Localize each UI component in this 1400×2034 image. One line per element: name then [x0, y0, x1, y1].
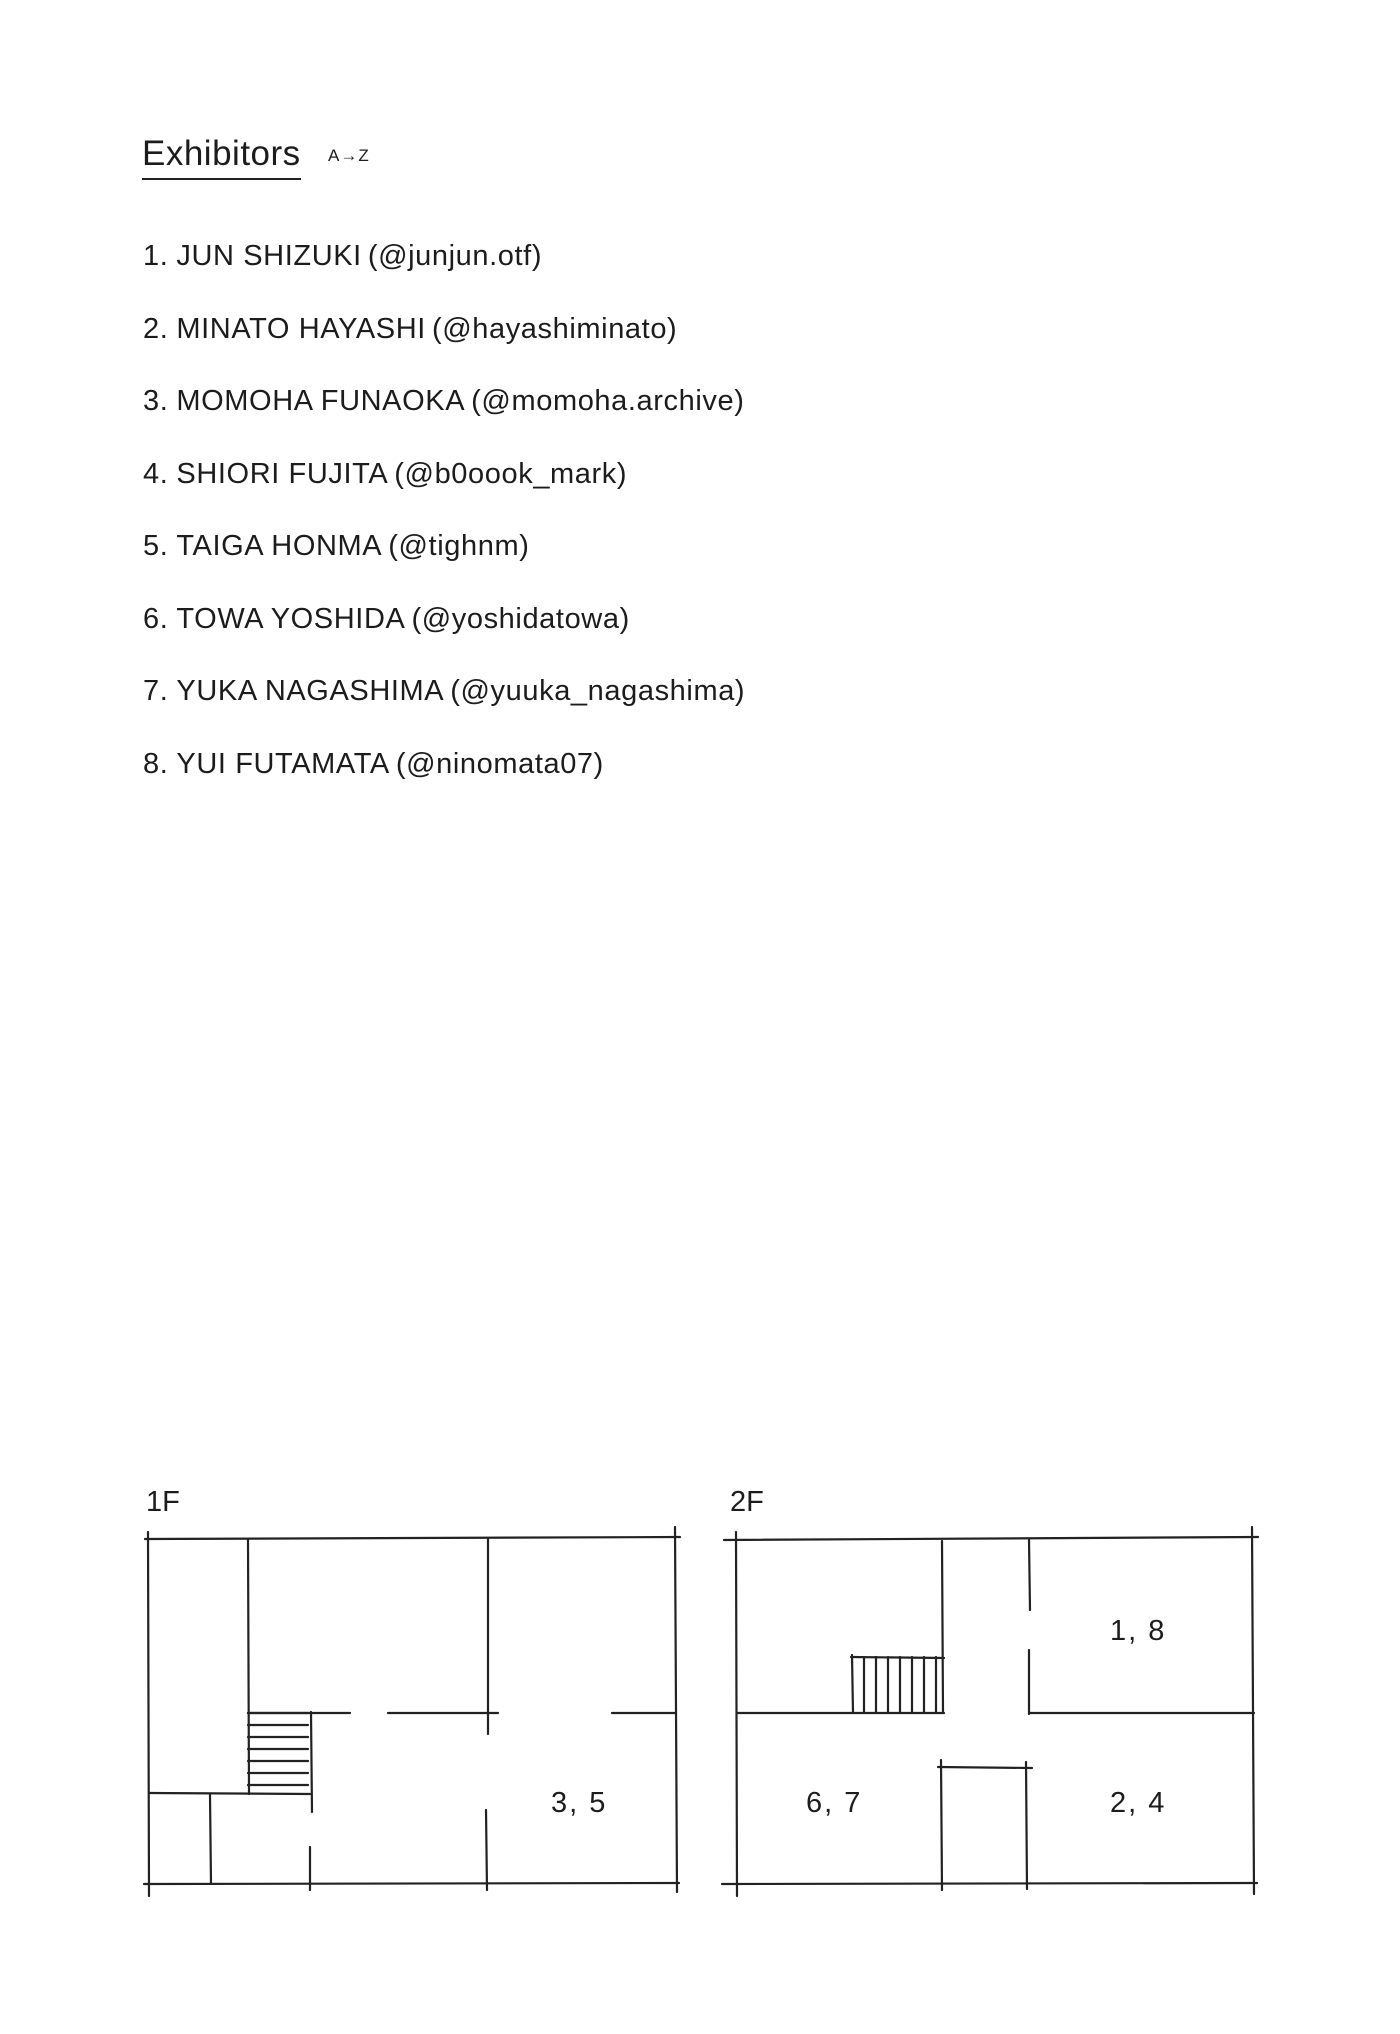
item-number: 4. — [143, 457, 169, 490]
item-number: 3. — [143, 385, 169, 417]
exhibitor-handle: (@tighnm) — [388, 530, 530, 562]
floor-2-label: 2F — [730, 1486, 764, 1518]
item-number: 1. — [143, 240, 169, 272]
exhibitor-name: YUKA NAGASHIMA — [176, 675, 445, 707]
exhibitor-name: MOMOHA FUNAOKA — [176, 385, 466, 417]
exhibitor-name: SHIORI FUJITA — [176, 457, 389, 490]
exhibitor-handle: (@hayashiminato) — [431, 312, 678, 345]
item-number: 5. — [143, 530, 169, 562]
floor-1-label: 1F — [146, 1486, 180, 1518]
sort-order-label: A→Z — [328, 146, 370, 165]
exhibitor-name: TAIGA HONMA — [176, 530, 383, 562]
room-label: 2, 4 — [1110, 1787, 1167, 1819]
exhibitor-handle: (@junjun.otf) — [367, 240, 543, 272]
exhibitor-name: MINATO HAYASHI — [176, 312, 426, 345]
exhibitor-name: TOWA YOSHIDA — [176, 602, 406, 635]
exhibitor-handle: (@yuuka_nagashima) — [450, 675, 746, 707]
exhibitor-handle: (@momoha.archive) — [471, 385, 745, 417]
room-label: 1, 8 — [1110, 1615, 1167, 1647]
room-label: 3, 5 — [551, 1787, 608, 1819]
exhibitor-handle: (@ninomata07) — [395, 747, 604, 780]
item-number: 2. — [143, 312, 169, 345]
room-label: 6, 7 — [806, 1787, 863, 1819]
exhibitor-name: YUI FUTAMATA — [176, 747, 390, 780]
exhibitor-handle: (@yoshidatowa) — [411, 602, 630, 635]
item-number: 6. — [143, 602, 169, 635]
exhibitor-handle: (@b0oook_mark) — [394, 457, 628, 490]
floor-2-walls — [722, 1527, 1258, 1896]
page-title: Exhibitors — [142, 134, 301, 180]
item-number: 8. — [143, 747, 169, 780]
exhibitor-name: JUN SHIZUKI — [176, 240, 362, 272]
item-number: 7. — [143, 675, 169, 707]
floor-2-stairs — [851, 1655, 944, 1713]
